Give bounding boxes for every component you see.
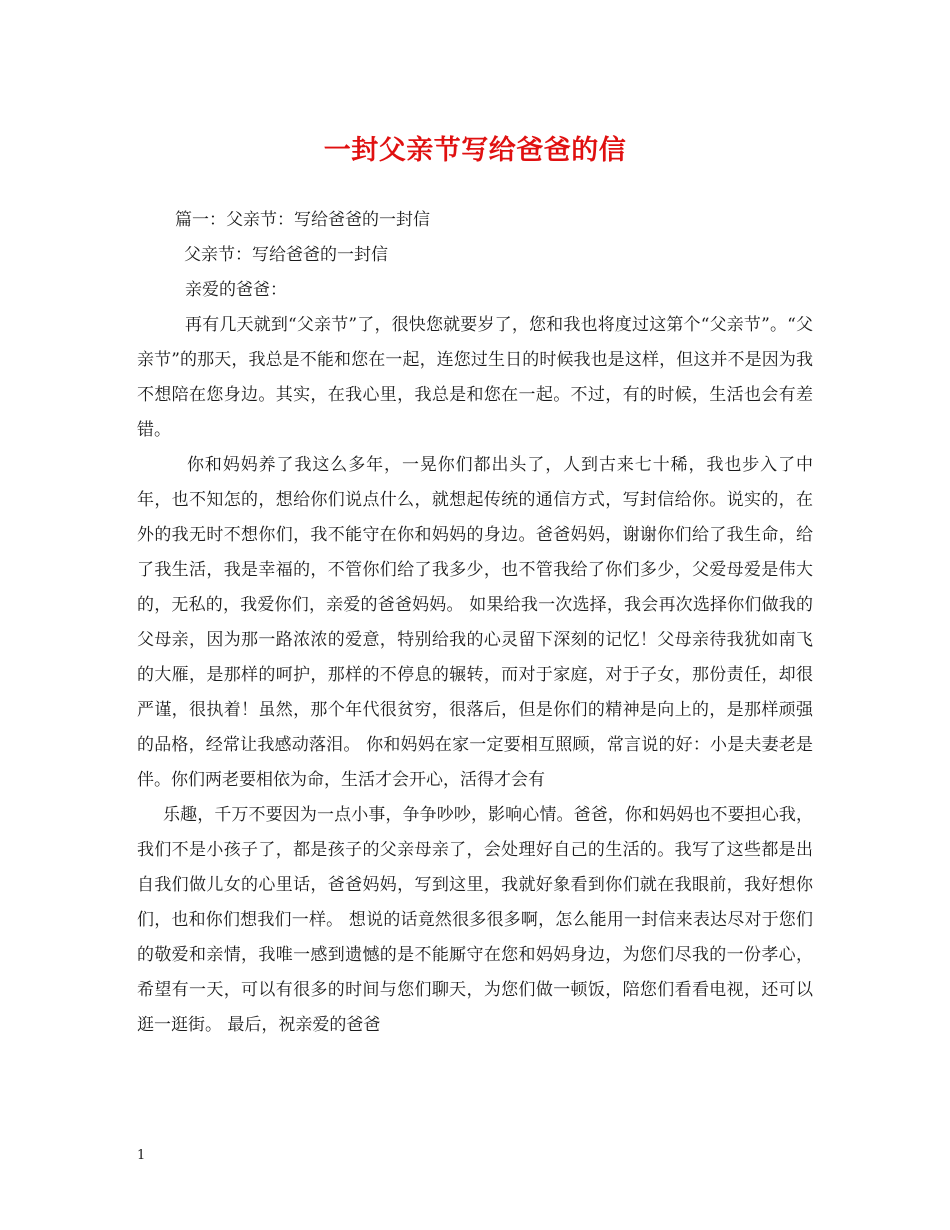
section-heading: 篇一：父亲节：写给爸爸的一封信 bbox=[175, 210, 430, 230]
body-paragraph: 乐趣，千万不要因为一点小事，争争吵吵，影响心情。爸爸，你和妈妈也不要担心我，我们不是小孩子了，都是孩子的父亲母亲了，会处理好自己的生活的。我写了这些都是出自我们做儿女的心里话，爸爸妈妈，写到这里，我就好象看到你们就在我眼前，我好想你们，也和你们想我们一样。 想说的话竟然很多很多啊，怎么能用一封信来表达尽对于您们的敬爱和亲情，我唯一感到遗憾的是不能厮守在您和妈妈身边，为您们尽我的一份孝心，希望有一天，可以有很多的时间与您们聊天，为您们做一顿饭，陪您们看看电视，还可以逛一逛街。 最后，祝亲爱的爸爸 bbox=[137, 805, 813, 1035]
page-number: 1 bbox=[137, 1148, 146, 1163]
body-paragraph: 再有几天就到“父亲节”了，很快您就要岁了，您和我也将度过这第个“父亲节”。“父亲节”的那天，我总是不能和您在一起，连您过生日的时候我也是这样，但这并不是因为我不想陪在您身边。其实，在我心里，我总是和您在一起。不过，有的时候，生活也会有差错。 bbox=[137, 315, 813, 440]
letter-salutation: 亲爱的爸爸： bbox=[185, 280, 287, 300]
letter-heading: 父亲节：写给爸爸的一封信 bbox=[184, 245, 388, 265]
body-paragraph: 你和妈妈养了我这么多年，一晃你们都出头了，人到古来七十稀，我也步入了中年，也不知怎的，想给你们说点什么，就想起传统的通信方式，写封信给你。说实的，在外的我无时不想你们，我不能守在你和妈妈的身边。爸爸妈妈，谢谢你们给了我生命，给了我生活，我是幸福的，不管你们给了我多少，也不管我给了你们多少，父爱母爱是伟大的，无私的，我爱你们，亲爱的爸爸妈妈。 如果给我一次选择，我会再次选择你们做我的父母亲，因为那一路浓浓的爱意，特别给我的心灵留下深刻的记忆！父母亲待我犹如南飞的大雁，是那样的呵护，那样的不停息的辗转，而对于家庭，对于子女，那份责任，却很严谨，很执着！虽然，那个年代很贫穷，很落后，但是你们的精神是向上的，是那样顽强的品格，经常让我感动落泪。 你和妈妈在家一定要相互照顾，常言说的好：小是夫妻老是伴。你们两老要相依为命，生活才会开心，活得才会有 bbox=[137, 455, 813, 790]
document-title: 一封父亲节写给爸爸的信 bbox=[323, 135, 627, 166]
document-body bbox=[137, 203, 813, 1043]
